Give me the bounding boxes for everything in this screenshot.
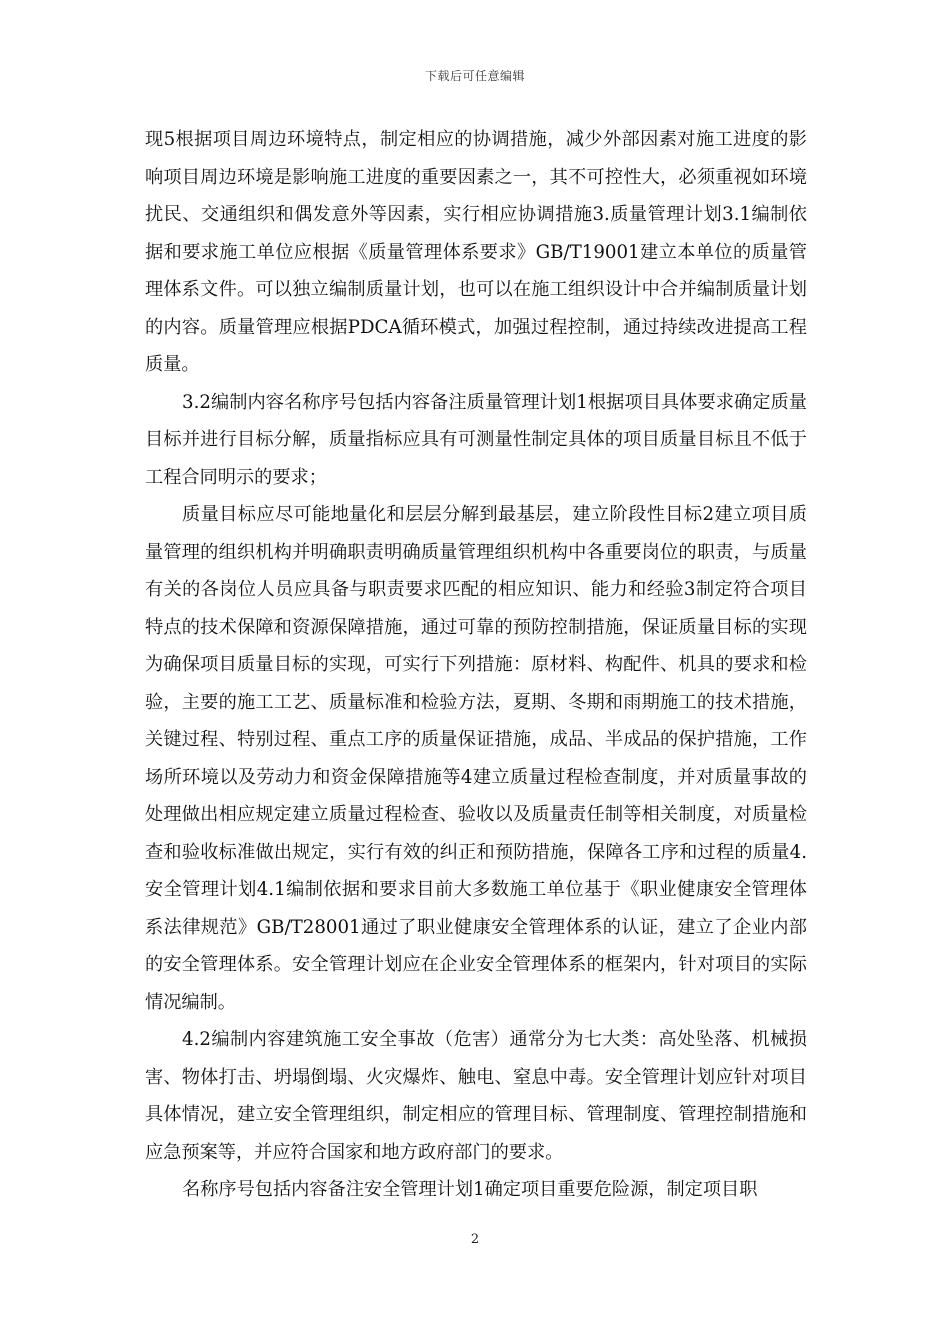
paragraph-2: 3.2编制内容名称序号包括内容备注质量管理计划1根据项目具体要求确定质量目标并进行目标分解，质量指标应具有可测量性制定具体的项目质量目标且不低于工程合同明示的要求； (145, 391, 807, 488)
paragraph-3: 质量目标应尽可能地量化和层层分解到最基层，建立阶段性目标2建立项目质量管理的组织机构并明确职责明确质量管理组织机构中各重要岗位的职责，与质量有关的各岗位人员应具备与职责要求匹配的相应知识、能力和经验3制定符合项目特点的技术保障和资源保障措施，通过可靠的预防控制措施，保证质量目标的实现为确保项目质量目标的实现，可实行下列措施：原材料、构配件、机具的要求和检验，主要的施工工艺、质量标准和检验方法，夏期、冬期和雨期施工的技术措施，关键过程、特别过程、重点工序的质量保证措施，成品、半成品的保护措施，工作场所环境以及劳动力和资金保障措施等4建立质量过程检查制度，并对质量事故的处理做出相应规定建立质量过程检查、验收以及质量责任制等相关制度，对质量检查和验收标准做出规定，实行有效的纠正和预防措施，保障各工序和过程的质量4.安全管理计划4.1编制依据和要求目前大多数施工单位基于《职业健康安全管理体系法律规范》GB/T28001通过了职业健康安全管理体系的认证，建立了企业内部的安全管理体系。安全管理计划应在企业安全管理体系的框架内，针对项目的实际情况编制。 (145, 504, 807, 1013)
paragraph-4: 4.2编制内容建筑施工安全事故（危害）通常分为七大类：高处坠落、机械损害、物体打击、坍塌倒塌、火灾爆炸、触电、窒息中毒。安全管理计划应针对项目具体情况，建立安全管理组织，制定相应的管理目标、管理制度、管理控制措施和应急预案等，并应符合国家和地方政府部门的要求。 (145, 1029, 807, 1163)
paragraph-1: 现5根据项目周边环境特点，制定相应的协调措施，减少外部因素对施工进度的影响项目周边环境是影响施工进度的重要因素之一，其不可控性大，必须重视如环境扰民、交通组织和偶发意外等因素，实行相应协调措施3.质量管理计划3.1编制依据和要求施工单位应根据《质量管理体系要求》GB/T19001建立本单位的质量管理体系文件。可以独立编制质量计划，也可以在施工组织设计中合并编制质量计划的内容。质量管理应根据PDCA循环模式，加强过程控制，通过持续改进提高工程质量。 (145, 129, 807, 375)
document-body (145, 121, 807, 1209)
paragraph-5: 名称序号包括内容备注安全管理计划1确定项目重要危险源，制定项目职 (182, 1179, 758, 1200)
page-number: 2 (470, 1232, 480, 1247)
header-note: 下载后可任意编辑 (424, 69, 525, 83)
